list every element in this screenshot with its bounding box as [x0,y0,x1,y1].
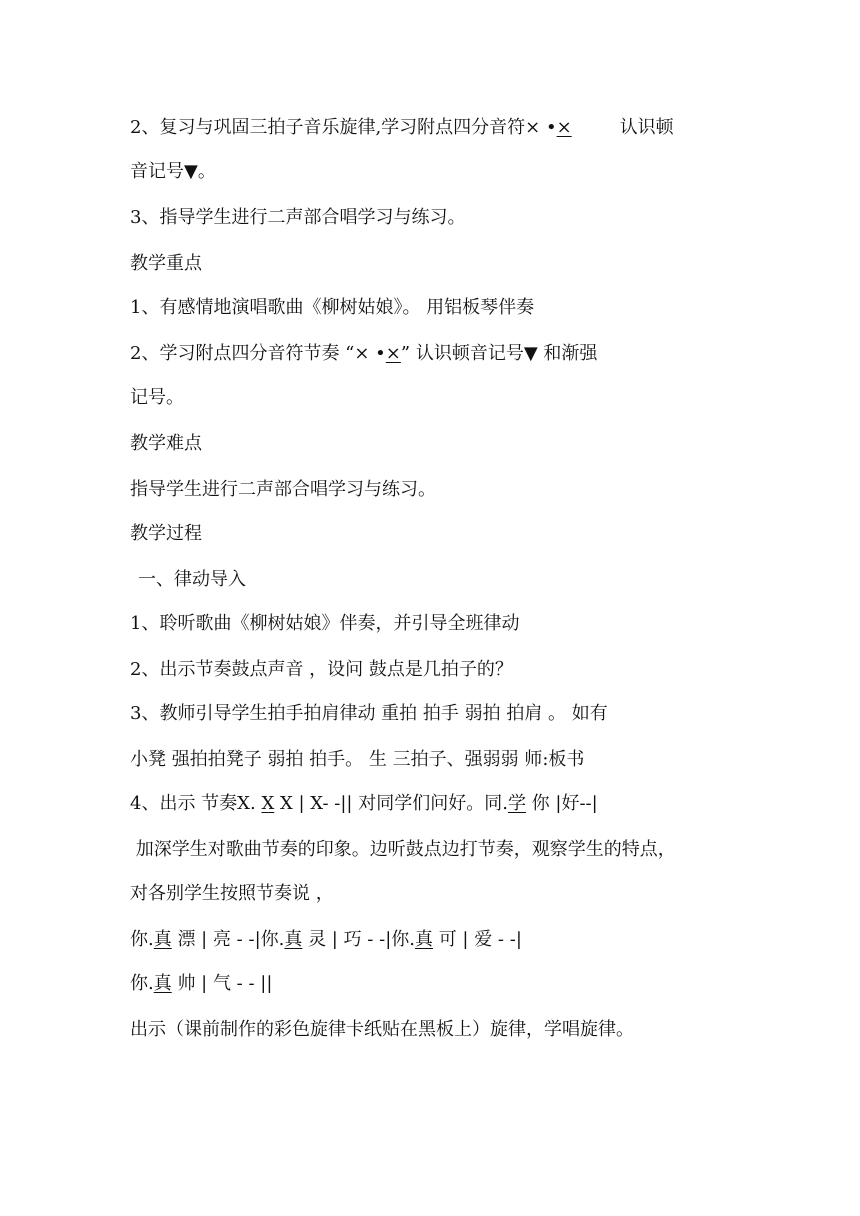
process-step-2: 2、出示节奏鼓点声音 ，设问 鼓点是几拍子的？ [130,659,513,680]
objective-item-2-text: 2、复习与巩固三拍子音乐旋律,学习附点四分音符× • [130,117,557,138]
process-step-4 [130,792,598,816]
objective-item-2-tail: 认识顿 [619,117,674,138]
step-4-text-c: 你 |好--| [525,793,598,814]
key-point-item-2-continued: 记号。 [130,387,184,408]
key-points-heading: 教学重点 [130,253,202,274]
rhythm-text: 灵 | 巧 - -|你. [302,929,415,950]
step-4-underlined-char: 学 [507,793,526,814]
difficulty-item: 指导学生进行二声部合唱学习与练习。 [130,479,436,500]
rhythm-line-1 [130,928,522,952]
rhythm-text: 漂 | 亮 - -|你. [171,929,285,950]
section-rhythm-intro: 一、律动导入 [138,569,246,590]
process-step-3-continued: 小凳 强拍拍凳子 弱拍 拍手。 生 三拍子、强弱弱 师:板书 [130,749,585,770]
objective-item-2-continued: 音记号▼。 [130,161,216,182]
dotted-note-symbol: × [556,117,572,138]
objective-item-2 [130,116,674,140]
rhythm-underlined: 真 [414,929,433,950]
key-point-item-2-text: 2、学习附点四分音符节奏 “× • [130,343,386,364]
process-heading: 教学过程 [130,523,202,544]
rhythm-text: 可 | 爱 - -| [432,929,522,950]
deepen-paragraph-continued: 对各别学生按照节奏说 ， [130,883,334,904]
rhythm-text: 帅 | 气 - - || [171,973,273,994]
rhythm-underlined: 真 [284,929,303,950]
rhythm-text: 你. [130,929,154,950]
key-point-item-2-tail: ” 认识顿音记号▼ 和渐强 [400,343,598,364]
dotted-note-symbol: × [385,343,401,364]
process-step-1: 1、聆听歌曲《柳树姑娘》伴奏，并引导全班律动 [130,613,520,634]
final-step: 出示（课前制作的彩色旋律卡纸贴在黑板上）旋律，学唱旋律。 [130,1019,634,1040]
deepen-paragraph: 加深学生对歌曲节奏的印象。边听鼓点边打节奏，观察学生的特点， [130,839,676,860]
process-step-3: 3、教师引导学生拍手拍肩律动 重拍 拍手 弱拍 拍肩 。 如有 [130,703,608,724]
difficulties-heading: 教学难点 [130,433,202,454]
rhythm-line-2 [130,972,272,996]
key-point-item-1: 1、有感情地演唱歌曲《柳树姑娘》。 用铝板琴伴奏 [130,297,535,318]
step-4-text-b: X | X- -|| 对同学们问好。同. [274,793,508,814]
rhythm-underlined: 真 [153,973,172,994]
rhythm-underlined: 真 [153,929,172,950]
rhythm-text: 你. [130,973,154,994]
step-4-underlined-x: X [261,793,275,814]
key-point-item-2 [130,342,597,366]
objective-item-3: 3、指导学生进行二声部合唱学习与练习。 [130,207,466,228]
step-4-text-a: 4、出示 节奏X. [130,793,262,814]
